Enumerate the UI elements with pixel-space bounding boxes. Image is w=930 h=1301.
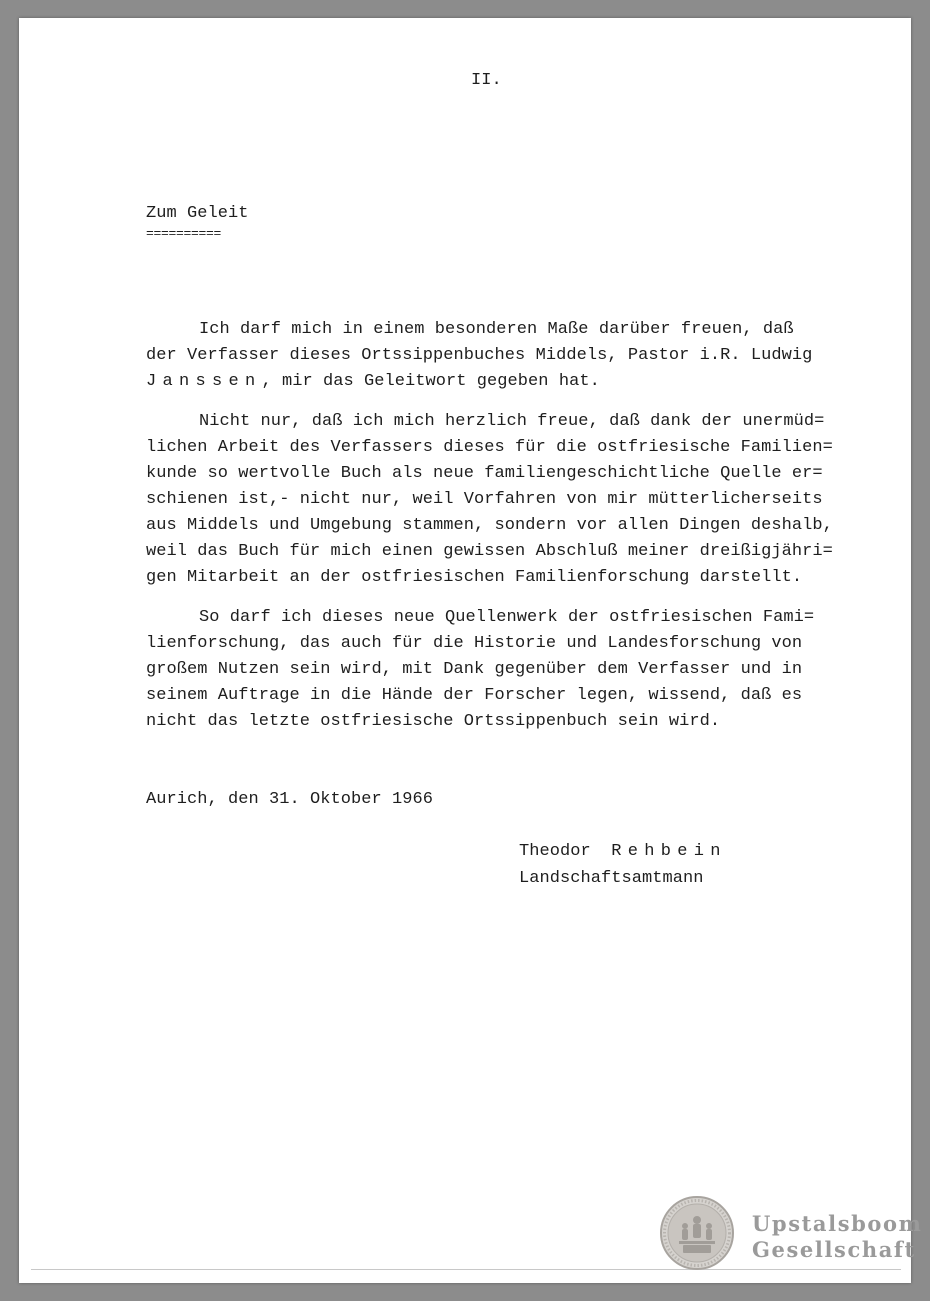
- seal-emblem-icon: [659, 1195, 735, 1271]
- paragraph-1-line-1: Ich darf mich in einem besonderen Maße darüber freuen, daß: [199, 320, 794, 339]
- signature-last-name: Rehbein: [611, 842, 727, 861]
- paragraph-2-line-4: schienen ist,- nicht nur, weil Vorfahren von mir mütterlicherseits: [146, 490, 823, 509]
- date-line: Aurich, den 31. Oktober 1966: [146, 790, 434, 809]
- paragraph-2-line-7: gen Mitarbeit an der ostfriesischen Familienforschung darstellt.: [146, 568, 803, 587]
- title-underline: ==========: [146, 226, 222, 241]
- paragraph-3-line-2: lienforschung, das auch für die Historie und Landesforschung von: [146, 634, 803, 653]
- paragraph-2-line-5: aus Middels und Umgebung stammen, sondern vor allen Dingen deshalb,: [146, 516, 833, 535]
- page-number: II.: [471, 71, 502, 90]
- paragraph-3-line-3: großem Nutzen sein wird, mit Dank gegenüber dem Verfasser und in: [146, 660, 803, 679]
- watermark-line-1: Upstalsboom: [752, 1211, 923, 1236]
- signature-first-name: Theodor: [519, 842, 591, 861]
- watermark-line-2: Gesellschaft: [752, 1237, 916, 1262]
- paragraph-3-line-5: nicht das letzte ostfriesische Ortssippenbuch sein wird.: [146, 712, 721, 731]
- paragraph-3-line-1: So darf ich dieses neue Quellenwerk der ostfriesischen Fami=: [199, 608, 815, 627]
- signature-title: Landschaftsamtmann: [519, 869, 704, 888]
- paragraph-2-line-6: weil das Buch für mich einen gewissen Abschluß meiner dreißigjähri=: [146, 542, 833, 561]
- paragraph-1-line-3: [146, 369, 600, 395]
- paragraph-2-line-1: Nicht nur, daß ich mich herzlich freue, daß dank der unermüd=: [199, 412, 825, 431]
- author-name: Janssen: [146, 372, 262, 391]
- watermark-text: [752, 1211, 922, 1263]
- paragraph-3-line-4: seinem Auftrage in die Hände der Forscher legen, wissend, daß es: [146, 686, 803, 705]
- bottom-divider: [31, 1269, 901, 1270]
- paragraph-1-line-2: der Verfasser dieses Ortssippenbuches Middels, Pastor i.R. Ludwig: [146, 346, 813, 365]
- paragraph-2-line-2: lichen Arbeit des Verfassers dieses für die ostfriesische Familien=: [146, 438, 833, 457]
- page-title: Zum Geleit: [146, 204, 249, 223]
- signature-name: [519, 839, 727, 865]
- paragraph-2-line-3: kunde so wertvolle Buch als neue familiengeschichtliche Quelle er=: [146, 464, 823, 483]
- paragraph-1-line-3-rest: , mir das Geleitwort gegeben hat.: [261, 372, 600, 391]
- document-page: [19, 18, 923, 1283]
